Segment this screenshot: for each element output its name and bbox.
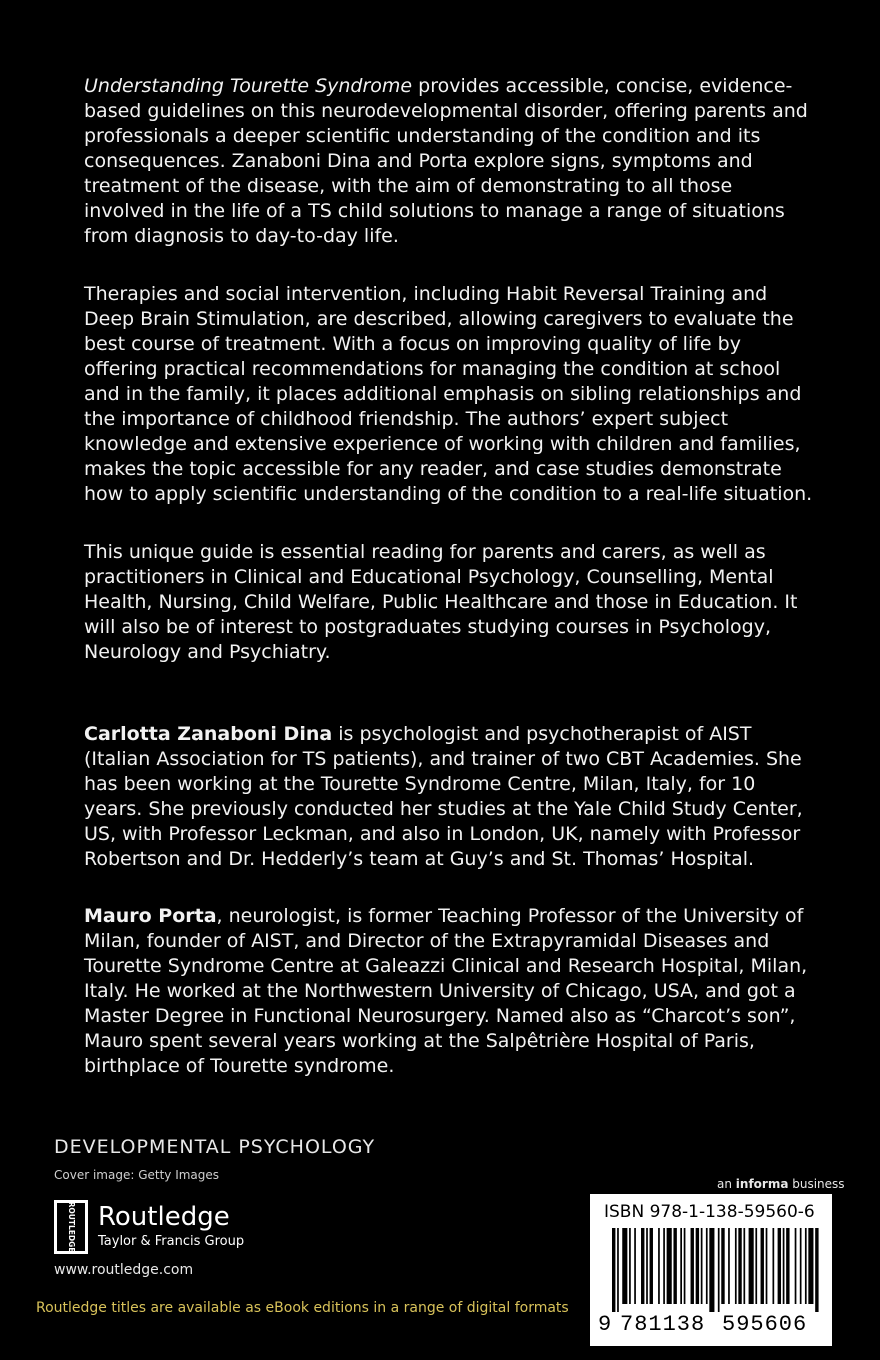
barcode-digits (598, 1308, 826, 1338)
barcode-bar (721, 1228, 724, 1304)
barcode-bar (772, 1228, 774, 1304)
informa-post: business (788, 1177, 845, 1191)
barcode-bar (738, 1228, 741, 1304)
barcode-bar (658, 1228, 660, 1304)
publisher-group: Taylor & Francis Group (98, 1234, 245, 1249)
author2-bio-text: , neurologist, is former Teaching Professor of the University of Milan, founder of AIST, and Director of the Extrapyramidal Diseases and Tourette Syndrome Centre at Galeazzi Clinical and Research Hospital, Milan, Italy. He worked at the Northwestern University of Chicago, USA, and got a Master Degree in Functional Neurosurgery. Named also as “Charcot’s son”, Mauro spent several years working at the Salpêtrière Hospital of Paris, birthplace of Tourette syndrome. (84, 905, 808, 1077)
barcode-bar (617, 1228, 619, 1312)
barcode-bar (709, 1228, 714, 1312)
barcode-digit-first: 9 (598, 1312, 613, 1337)
barcode-bar (786, 1228, 789, 1304)
barcode-bar (667, 1228, 672, 1304)
subject-category: DEVELOPMENTAL PSYCHOLOGY (54, 1136, 376, 1158)
informa-tagline (717, 1177, 845, 1191)
barcode-bar (646, 1228, 648, 1304)
author1-name: Carlotta Zanaboni Dina (84, 723, 333, 745)
barcode-bar (728, 1228, 730, 1304)
barcode-bar (815, 1228, 818, 1312)
barcode-bar (795, 1228, 797, 1304)
isbn-label: ISBN 978-1-138-59560-6 (604, 1202, 815, 1222)
barcode-bar (718, 1228, 720, 1312)
barcode-bar (805, 1228, 807, 1304)
book-title-inline: Understanding Tourette Syndrome (84, 75, 413, 97)
barcode-bar (650, 1228, 653, 1304)
blurb-paragraph-3 (84, 540, 814, 665)
routledge-logo (54, 1200, 254, 1254)
barcode-bar (755, 1228, 757, 1304)
publisher-website: www.routledge.com (54, 1262, 194, 1278)
barcode-bar (808, 1228, 813, 1304)
informa-pre: an (717, 1177, 736, 1191)
author1-bio-text: is psychologist and psychotherapist of AIST (Italian Association for TS patients), and trainer of two CBT Academies. She has been working at the Tourette Syndrome Centre, Milan, Italy, for 10 years. She previously conducted her studies at the Yale Child Study Center, US, with Professor Leckman, and also in London, UK, namely with Professor Robertson and Dr. Hedderly’s team at Guy’s and St. Thomas’ Hospital. (84, 723, 803, 870)
barcode-bar (680, 1228, 682, 1304)
ebook-note: Routledge titles are available as eBook editions in a range of digital formats (36, 1300, 569, 1316)
barcode-bar (684, 1228, 686, 1304)
barcode-digits-right: 595606 (722, 1312, 808, 1337)
barcode-bar (663, 1228, 665, 1304)
barcode-bar (673, 1228, 676, 1304)
barcode-bar (800, 1228, 802, 1304)
barcode-bar (691, 1228, 694, 1304)
barcode-bars (612, 1228, 822, 1312)
blurb-paragraph-2 (84, 282, 814, 507)
blurb-p2-text: Therapies and social intervention, including Habit Reversal Training and Deep Brain Stimulation, are described, allowing caregivers to evaluate the best course of treatment. With a focus on improving quality of life by offering practical recommendations for managing the condition at school and in the family, it places additional emphasis on sibling relationships and the importance of childhood friendship. The authors’ expert subject knowledge and extensive experience of working with children and families, makes the topic accessible for any reader, and case studies demonstrate how to apply scientific understanding of the condition to a real-life situation. (84, 283, 813, 505)
barcode-bar (735, 1228, 737, 1304)
barcode-bar (696, 1228, 699, 1304)
routledge-mark-icon (54, 1200, 88, 1254)
barcode-bar (629, 1228, 631, 1304)
isbn-barcode (590, 1194, 832, 1346)
publisher-name: Routledge (98, 1202, 230, 1232)
author-bio-2 (84, 904, 814, 1079)
cover-credit: Cover image: Getty Images (54, 1168, 220, 1182)
author2-name: Mauro Porta (84, 905, 217, 927)
barcode-bar (706, 1228, 708, 1304)
blurb-paragraph-1 (84, 74, 814, 249)
barcode-bar (634, 1228, 636, 1304)
barcode-bar (743, 1228, 745, 1304)
barcode-bar (761, 1228, 764, 1304)
barcode-bar (778, 1228, 781, 1304)
barcode-bar (701, 1228, 703, 1304)
barcode-bar (641, 1228, 644, 1304)
barcode-bar (612, 1228, 615, 1312)
informa-bold: informa (735, 1177, 789, 1191)
barcode-digits-left: 781138 (620, 1312, 706, 1337)
blurb-p1-text: provides accessible, concise, evidence-based guidelines on this neurodevelopmental disorder, offering parents and professionals a deeper scientific understanding of the condition and its consequences. Zanaboni Dina and Porta explore signs, symptoms and treatment of the disease, with the aim of demonstrating to all those involved in the life of a TS child solutions to manage a range of situations from diagnosis to day-to-day life. (84, 75, 808, 247)
barcode-bar (622, 1228, 627, 1304)
author-bio-1 (84, 722, 814, 872)
barcode-bar (783, 1228, 785, 1304)
blurb-p3-text: This unique guide is essential reading for parents and carers, as well as practitioners in Clinical and Educational Psychology, Counselling, Mental Health, Nursing, Child Welfare, Public Healthcare and those in Education. It will also be of interest to postgraduates studying courses in Psychology, Neurology and Psychiatry. (84, 541, 798, 663)
barcode-bar (749, 1228, 754, 1304)
routledge-mark-text: ROUTLEDGE (67, 1201, 76, 1253)
barcode-bar (766, 1228, 768, 1304)
